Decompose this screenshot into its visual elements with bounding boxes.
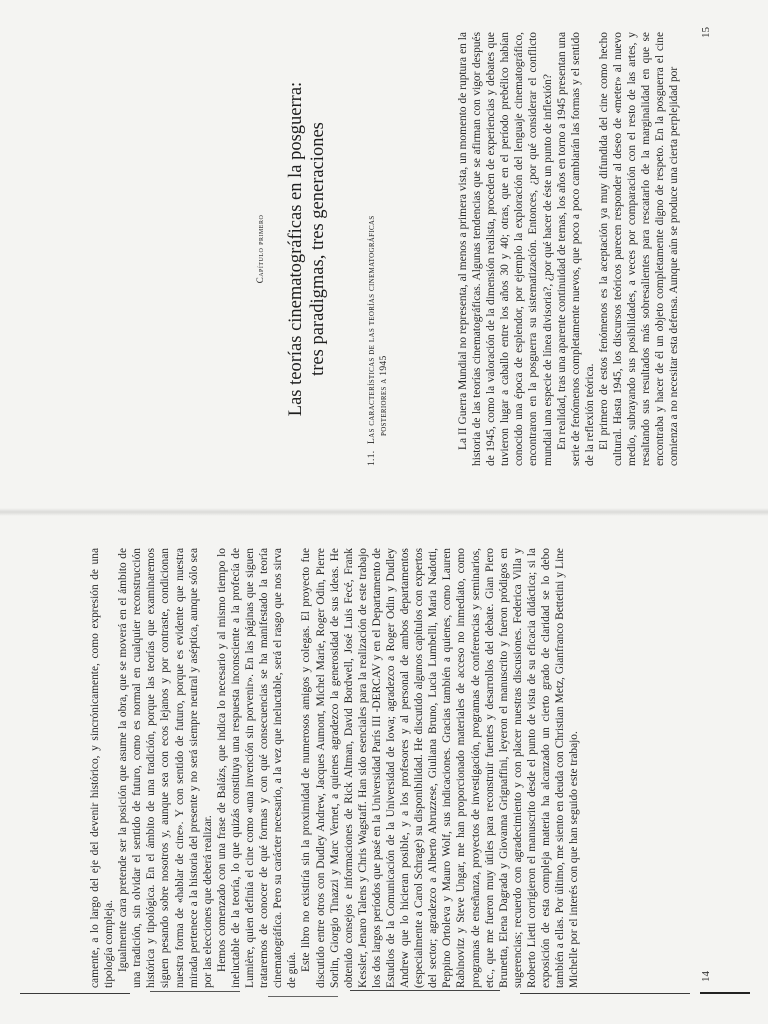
paragraph: La II Guerra Mundial no representa, al menos a primera vista, un momento de ruptura en la historia de las teorías cinematográficas. Algunas tendencias que se afirman con vigor después de 1945, como la valoración de la dimensión realista, proceden de experiencias y debates que tuvieron lugar a caballo entre los años 30 y 40; otras, que en el período prebélico habían conocido una época de esplendor, por ejemplo la exploración del lenguaje cinematográfico, encontraron en la posguerra su sistematización. Entonces, ¿por qué considerar el conflicto mundial una especie de línea divisoria?, ¿por qué hacer de éste un punto de inflexión? [457, 32, 554, 466]
chapter-title [285, 32, 329, 466]
section-heading [366, 32, 390, 466]
section-title-line: Las características de las teorías cinematográficas [367, 215, 377, 444]
paragraph: Igualmente cara pretende ser la posición que asume la obra, que se moverá en el ámbito de una tradición, sin olvidar el sentido de futuro, como es normal en cualquier reconstrucción histórica y tipológica. En el ámbito de una tradición, porque las teorías que examinaremos siguen pesando sobre nosotros y, aunque sea con ecos lejanos y por contraste, condicionan nuestra forma de «hablar de cine». Y con sentido de futuro, porque es evidente que nuestra mirada pertenece a la historia del presente y no será siempre neutral y aséptica, aunque sólo sea por las elecciones que deberá realizar. [117, 548, 214, 988]
chapter-title-line: tres paradigmas, tres generaciones [308, 122, 328, 376]
paragraph: El primero de estos fenómenos es la aceptación ya muy difundida del cine como hecho cultural. Hasta 1945, los discursos teóricos parecen responder al deseo de «meter» al nuevo medio, subrayando sus posibilidades, a veces por comparación con el resto de las artes, y resaltando sus resultados más sobresalientes para rescatarlo de la marginalidad en que se encontraba y hacer de él un objeto completamente digno de respeto. En la posguerra el cine comienza a no necesitar esta defensa. Aunque aún se produce una cierta perplejidad por [597, 32, 681, 466]
scan-edge-line [700, 992, 750, 994]
section-number: 1.1. [367, 450, 377, 466]
paragraph: camente, a lo largo del eje del devenir histórico, y sincrónicamente, como expresión de una tipología compleja. [89, 548, 116, 988]
page-number-right: 15 [700, 27, 712, 38]
right-page-body [456, 32, 682, 466]
paragraph: Hemos comenzado con una frase de Balázs, que indica lo necesario y al mismo tiempo lo ineluctable de la teoría, lo que quizás constituya una respuesta inconsciente a la profecía de Lumière, quien definía el cine como «una invención sin porvenir». En las páginas que siguen trataremos de conocer de qué formas y con qué consecuencias se ha manifestado la teoría cinematográfica. Pero su carácter necesario, a la vez que ineluctable, será el rasgo que nos sirva de guía. [215, 548, 299, 988]
paragraph: En realidad, tras una aparente continuidad de temas, los años en torno a 1945 presentan una serie de fenómenos completamente nuevos, que poco a poco cambiarán las formas y el sentido de la reflexión teórica. [555, 32, 596, 466]
scan-edge-line [20, 993, 130, 994]
page-number-left: 14 [700, 971, 712, 982]
paragraph: Este libro no existiría sin la proximidad de numerosos amigos y colegas. El proyecto fue discutido entre otros con Dudley Andrew, Jacques Aumont, Michel Marie, Roger Odin, Pierre Sorlin, Giorgio Tinazzi y Marc Vernet, a quienes agradezco la generosidad de sus ideas. He obtenido consejos e informaciones de Rick Altman, David Bordwell, José Luis Fecé, Frank Kessler, Jenaro Talens y Chris Wagstaff. Han sido esenciales para la realización de este trabajo los dos largos períodos que pasé en la Universidad París III -DERCAV y en el Departamento de Estudios de la Comunicación de la Universidad de Iowa; agradezco a Roger Odin y Dudley Andrew que lo hicieran posible, y a los profesores y al personal de ambos departamentos (especialmente a Carol Schrage) su disponibilidad. He discutido algunos capítulos con expertos del sector; agradezco a Alberto Abruzzese, Giuliana Bruno, Lucia Lumbelli, Maria Nadotti, Peppino Ortoleva y Mauro Wolf, sus indicaciones. Gracias también a quienes, como Lauren Rabinovitz y Steve Ungar, me han proporcionado materiales de acceso no inmediato, como programas de enseñanza, proyectos de investigación, programas de conferencias y seminarios, etc., que me fueron muy útiles para reconstruir fuentes y desarrollos del debate. Gian Piero Brunetta, Elena Dagrada y Giovanna Grignaffini, leyeron el manuscrito y fueron pródigos en sugerencias; recuerdo con agradecimiento y con placer nuestras discusiones. Federica Villa y Roberto Lietti corrigieron el manuscrito desde el punto de vista de su eficacia didáctica; si la exposición de esta compleja materia ha alcanzado un cierto grado de claridad se lo debo también a ellas. Por último, me siento en deuda con Christian Metz, Gianfranco Bettetini y Line Michelle por el interés con que han seguido este trabajo. [300, 548, 581, 988]
chapter-title-line: Las teorías cinematográficas en la posguerra: [286, 81, 306, 417]
scan-edge-line [520, 993, 690, 994]
scan-edge-line [268, 996, 338, 997]
chapter-label: Capítulo primero [255, 214, 265, 284]
left-page [0, 512, 768, 1024]
scan-edge-line [150, 991, 240, 992]
section-title-line: posteriores a 1945 [379, 355, 389, 436]
scan-edge-line [350, 990, 500, 991]
left-page-body [88, 548, 581, 988]
